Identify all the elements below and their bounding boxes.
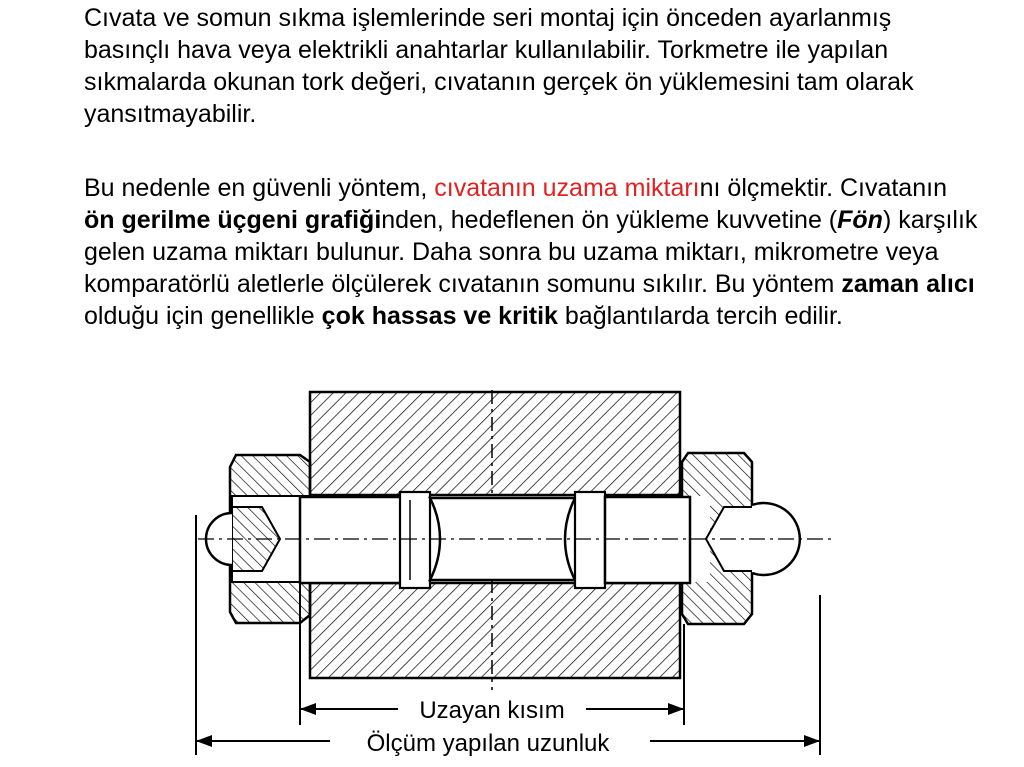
text-run: olduğu için genellikle (84, 302, 322, 330)
highlight-elongation: cıvatanın uzama miktarı (434, 174, 700, 202)
text-run: nı ölçmektir. Cıvatanın (699, 174, 947, 202)
bold-italic-fon: Fön (837, 206, 883, 234)
bold-preload-triangle: ön gerilme üçgeni grafiği (84, 206, 382, 234)
text-run: ) karşılık gelen uzama miktarı bulunur. Daha sonra bu uzama miktarı, mikrometre veya komparatörlü aletlerle ölçülerek cıvatanın somunu sıkılır. Bu yöntem (84, 206, 978, 298)
bold-critical: çok hassas ve kritik (321, 302, 558, 330)
bolt-elongation-figure (0, 385, 1024, 767)
text-run: nden, hedeflenen ön yükleme kuvvetine ( (381, 206, 838, 234)
bold-time-consuming: zaman alıcı (841, 270, 975, 298)
text-run: Bu nedenle en güvenli yöntem, (84, 174, 435, 202)
text-run: bağlantılarda tercih edilir. (557, 302, 843, 330)
label-elongating-section: Uzayan kısım (419, 697, 565, 724)
intro-paragraph: Cıvata ve somun sıkma işlemlerinde seri montaj için önceden ayarlanmış basınçlı hava veya elektrikli anahtarlar kullanılabilir. Torkmetre ile yapılan sıkmalarda okunan tork değeri, cıvatanın gerçek ön yüklemesini tam olarak yansıtmayabilir. (84, 4, 914, 128)
bolt-shank (300, 492, 690, 588)
label-measured-length: Ölçüm yapılan uzunluk (366, 730, 610, 757)
method-paragraph (84, 172, 984, 332)
